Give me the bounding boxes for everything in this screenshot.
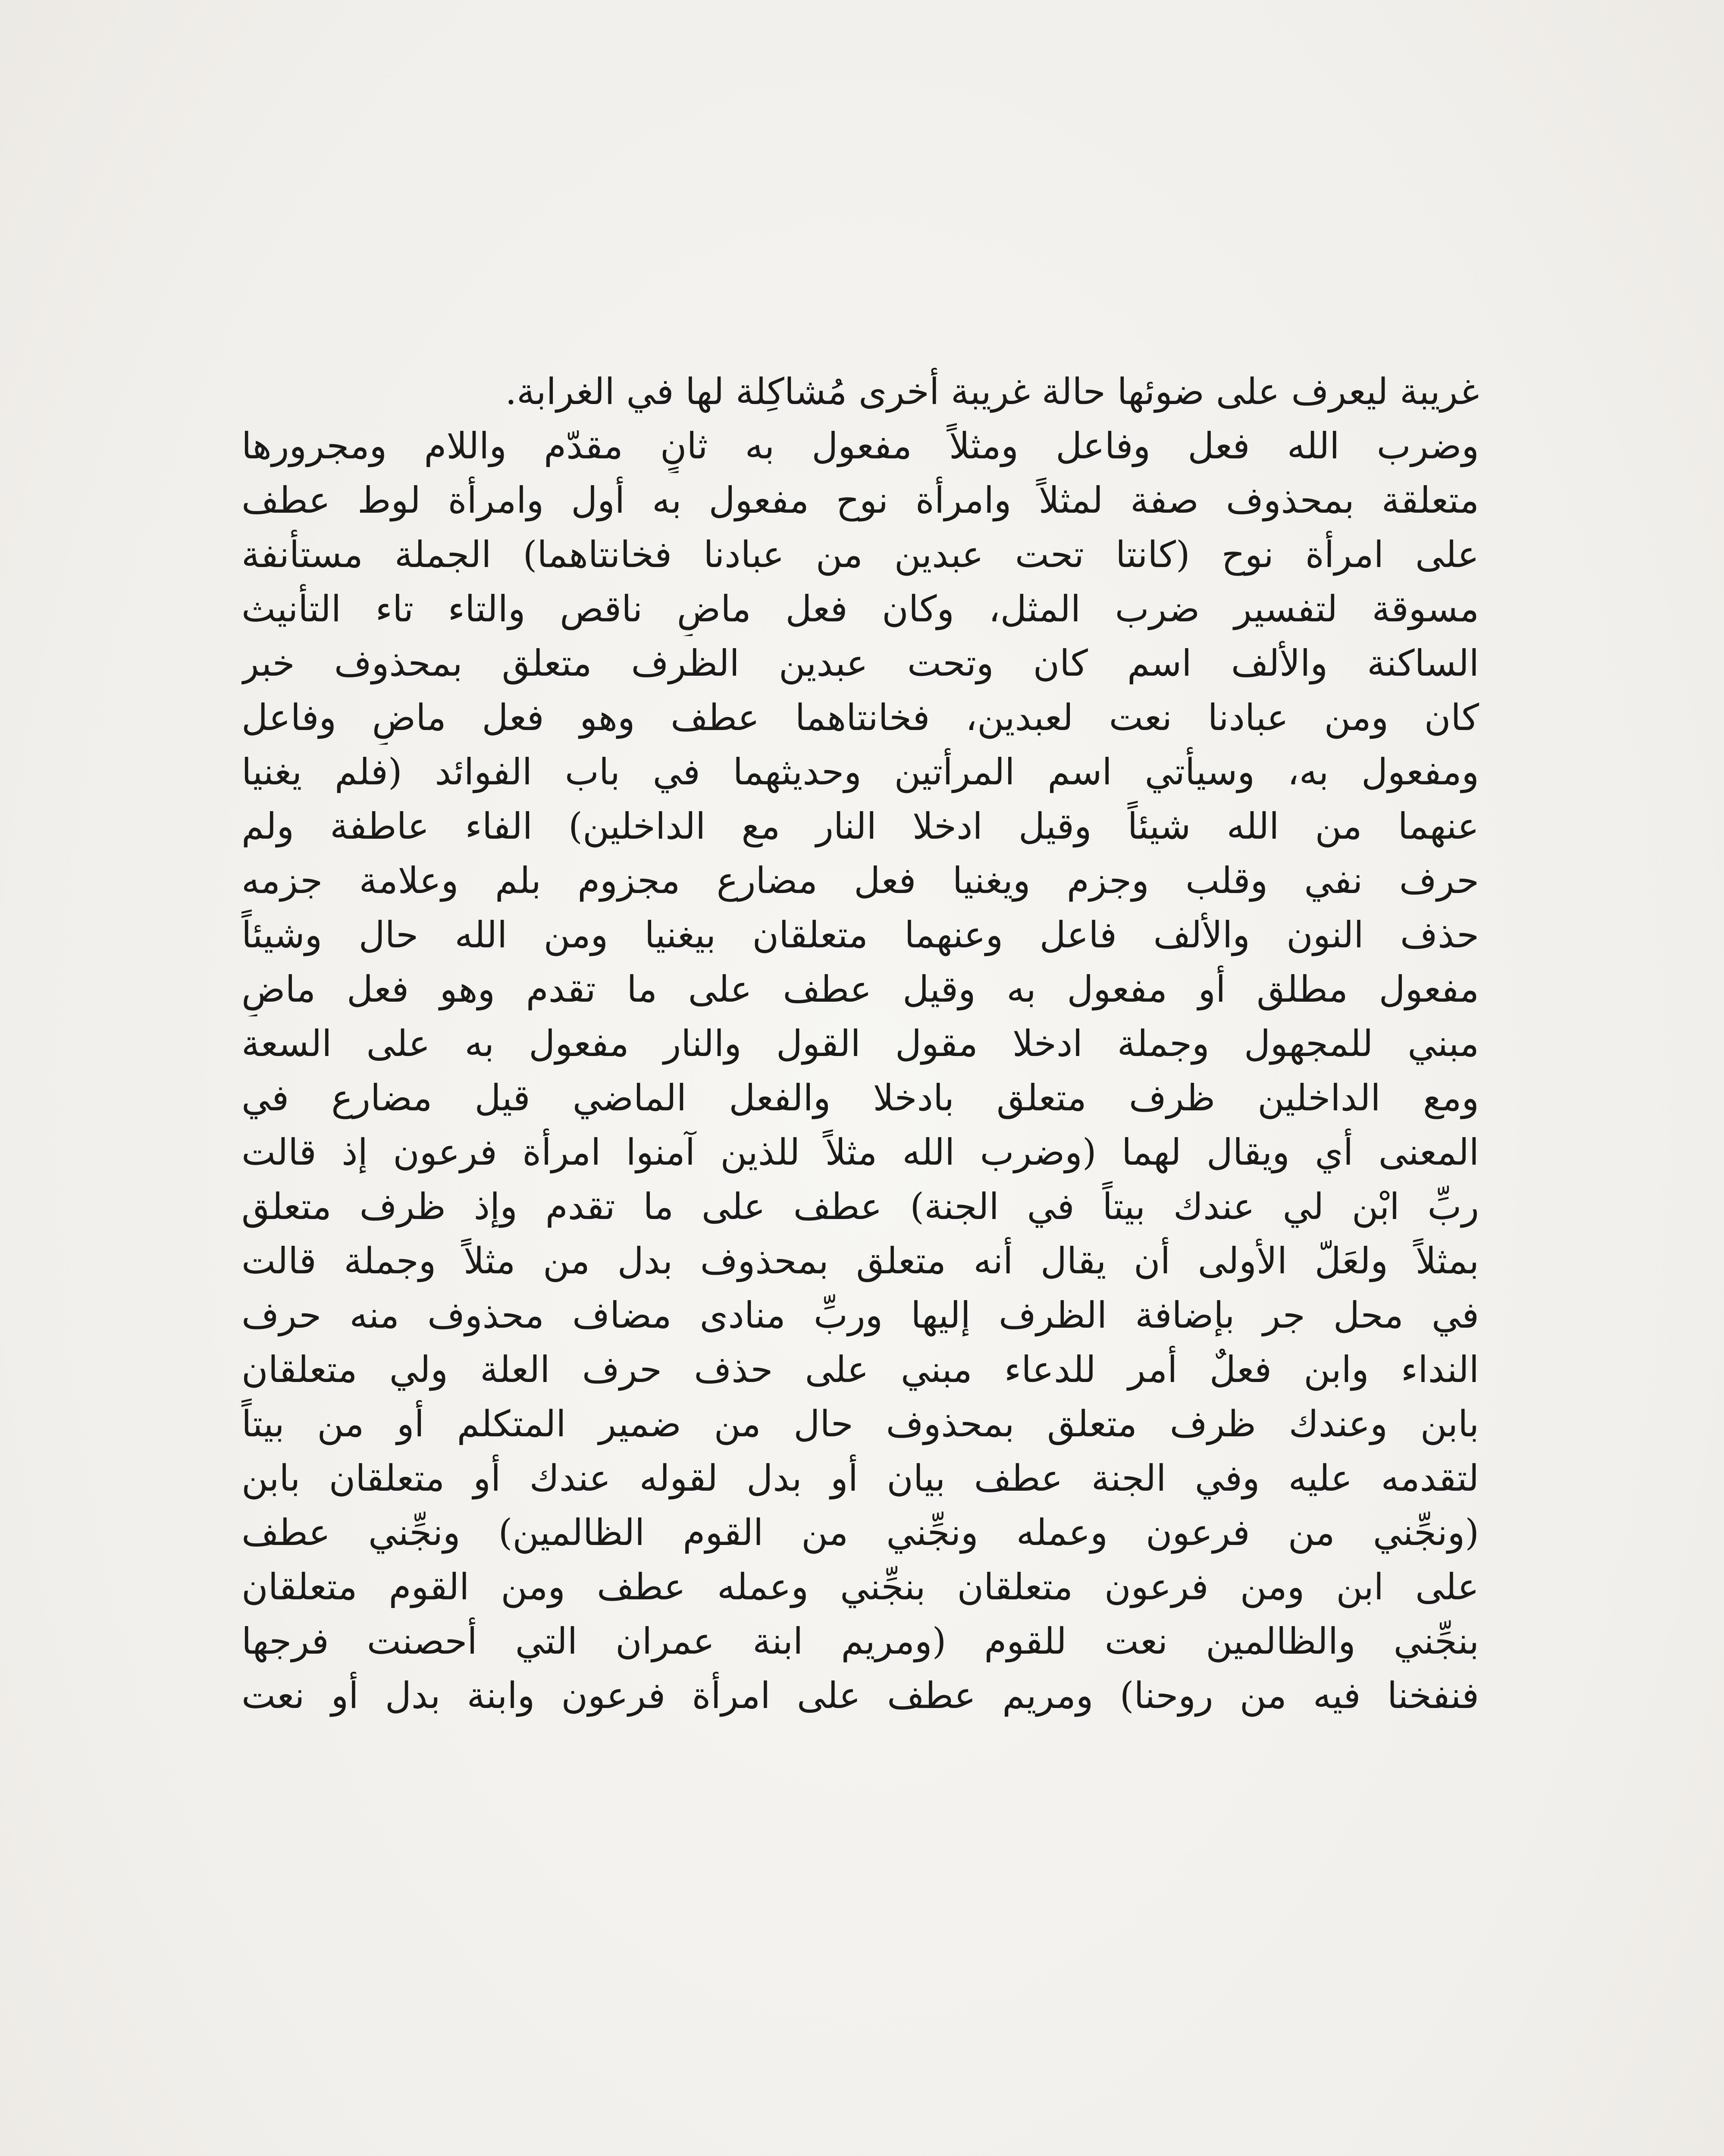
text-line: عنهما من الله شيئاً وقيل ادخلا النار مع الداخلين) الفاء عاطفة ولم — [241, 805, 1479, 847]
text-line: بمثلاً ولعَلّ الأولى أن يقال أنه متعلق بمحذوف بدل من مثلاً وجملة قالت — [241, 1240, 1479, 1282]
text-line: ومفعول به، وسيأتي اسم المرأتين وحديثهما في باب الفوائد (فلم يغنيا — [241, 751, 1479, 793]
text-line: وضرب الله فعل وفاعل ومثلاً مفعول به ثانٍ مقدّم واللام ومجرورها — [241, 425, 1479, 467]
text-line: لتقدمه عليه وفي الجنة عطف بيان أو بدل لقوله عندك أو متعلقان بابن — [241, 1457, 1479, 1499]
text-line: فنفخنا فيه من روحنا) ومريم عطف على امرأة فرعون وابنة بدل أو نعت — [241, 1674, 1479, 1717]
text-line: ربِّ ابْن لي عندك بيتاً في الجنة) عطف على ما تقدم وإذ ظرف متعلق — [241, 1185, 1479, 1228]
text-line: حذف النون والألف فاعل وعنهما متعلقان بيغنيا ومن الله حال وشيئاً — [241, 914, 1479, 956]
text-line: (ونجِّني من فرعون وعمله ونجِّني من القوم الظالمين) ونجِّني عطف — [241, 1511, 1479, 1554]
text-line: مفعول مطلق أو مفعول به وقيل عطف على ما تقدم وهو فعل ماضٍ — [241, 968, 1479, 1010]
text-line: كان ومن عبادنا نعت لعبدين، فخانتاهما عطف وهو فعل ماضٍ وفاعل — [241, 696, 1479, 739]
text-line: على امرأة نوح (كانتا تحت عبدين من عبادنا فخانتاهما) الجملة مستأنفة — [241, 533, 1479, 576]
text-line: مبني للمجهول وجملة ادخلا مقول القول والنار مفعول به على السعة — [241, 1022, 1479, 1065]
text-line: غريبة ليعرف على ضوئها حالة غريبة أخرى مُشاكِلة لها في الغرابة. — [505, 370, 1479, 413]
text-line: الساكنة والألف اسم كان وتحت عبدين الظرف متعلق بمحذوف خبر — [241, 642, 1479, 684]
text-line: مسوقة لتفسير ضرب المثل، وكان فعل ماضٍ ناقص والتاء تاء التأنيث — [241, 588, 1479, 630]
text-line: المعنى أي ويقال لهما (وضرب الله مثلاً للذين آمنوا امرأة فرعون إذ قالت — [241, 1131, 1479, 1173]
text-line: ومع الداخلين ظرف متعلق بادخلا والفعل الماضي قيل مضارع في — [241, 1077, 1479, 1119]
text-line: على ابن ومن فرعون متعلقان بنجِّني وعمله عطف ومن القوم متعلقان — [241, 1566, 1479, 1608]
text-line: النداء وابن فعلٌ أمر للدعاء مبني على حذف حرف العلة ولي متعلقان — [241, 1348, 1479, 1391]
text-line: بابن وعندك ظرف متعلق بمحذوف حال من ضمير المتكلم أو من بيتاً — [241, 1403, 1479, 1445]
text-line: في محل جر بإضافة الظرف إليها وربِّ منادى مضاف محذوف منه حرف — [241, 1294, 1479, 1336]
body-text — [241, 364, 1479, 1723]
text-line: حرف نفي وقلب وجزم ويغنيا فعل مضارع مجزوم بلم وعلامة جزمه — [241, 859, 1479, 902]
text-line: بنجِّني والظالمين نعت للقوم (ومريم ابنة عمران التي أحصنت فرجها — [241, 1620, 1479, 1662]
text-line: متعلقة بمحذوف صفة لمثلاً وامرأة نوح مفعول به أول وامرأة لوط عطف — [241, 479, 1479, 521]
